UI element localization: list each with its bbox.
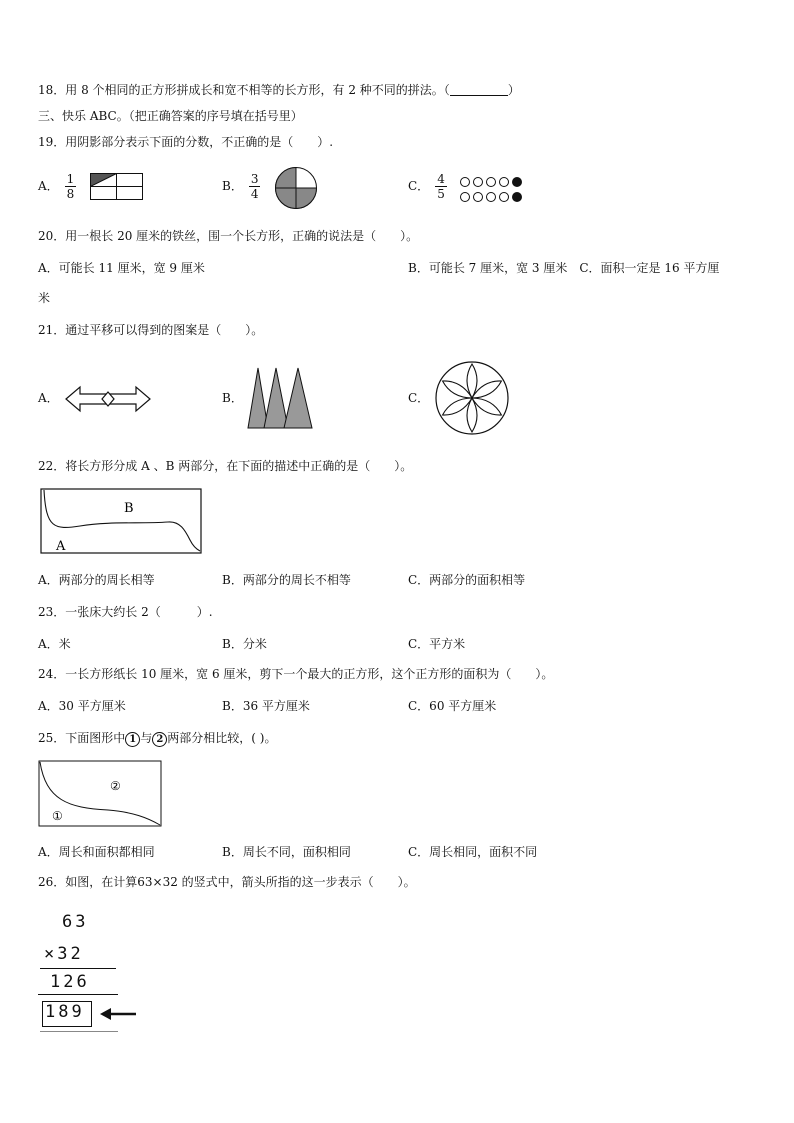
q20-text: 20．用一根长 20 厘米的铁丝，围一个长方形，正确的说法是（ ）。 [38, 229, 419, 243]
q25-circle-2: 2 [152, 732, 167, 747]
q22-option-c[interactable]: C．两部分的面积相等 [408, 573, 526, 587]
q25-option-a[interactable]: A．周长和面积都相同 [38, 845, 155, 859]
q19-b-shaded-top-left [276, 168, 297, 189]
q19-option-a-fraction: $\frac{1}{8}$ [66, 172, 75, 201]
q18-close: ） [507, 83, 520, 97]
q19-option-a[interactable] [38, 172, 76, 201]
q20-option-c-continuation: 米 [38, 291, 51, 305]
q25-label-1: ① [52, 809, 63, 823]
q21-option-c[interactable]: C． [408, 391, 430, 405]
q22-text: 22．将长方形分成 A 、B 两部分，在下面的描述中正确的是（ ）。 [38, 459, 413, 473]
q25-option-c[interactable]: C．周长相同，面积不同 [408, 845, 538, 859]
q21-option-b[interactable]: B． [222, 391, 243, 405]
q24-option-c[interactable]: C．60 平方厘米 [408, 699, 497, 713]
q21-option-a[interactable]: A． [38, 391, 59, 405]
q18-line [38, 82, 520, 98]
q26-rule-1 [40, 968, 116, 969]
q26-multiplicand: 63 [62, 912, 89, 932]
q19-text: 19．用阴影部分表示下面的分数，不正确的是（ ）. [38, 135, 334, 149]
q19-option-b-label: B． [222, 179, 243, 193]
q26-partial-product-1: 126 [50, 972, 90, 992]
q24-text: 24．一长方形纸长 10 厘米，宽 6 厘米，剪下一个最大的正方形，这个正方形的面积为（ ）。 [38, 667, 554, 681]
q25-figure-rectangle [38, 760, 162, 828]
q19-figure-c [458, 174, 536, 204]
q22-figure-rectangle [40, 488, 204, 556]
q19-option-a-label: A． [38, 179, 59, 193]
q19-option-c-fraction: $\frac{4}{5}$ [437, 172, 445, 201]
q23-option-b[interactable]: B．分米 [222, 637, 267, 651]
q25-label-2: ② [110, 779, 121, 793]
q26-multiplier: ×32 [44, 944, 84, 964]
q19-figure-a [90, 173, 144, 201]
arrow-left-icon [98, 1006, 138, 1022]
q19-a-shaded [91, 174, 117, 187]
q24-option-a[interactable]: A．30 平方厘米 [38, 699, 126, 713]
q21-figure-b-triangles [246, 366, 316, 430]
q22-label-a: A [56, 539, 66, 554]
q19-b-shaded-bottom-right [296, 188, 317, 209]
q26-text: 26．如图，在计算63×32 的竖式中，箭头所指的这一步表示（ ）。 [38, 875, 416, 889]
q20-option-a[interactable]: A．可能长 11 厘米，宽 9 厘米 [38, 261, 205, 275]
q20-option-b-c[interactable]: B．可能长 7 厘米，宽 3 厘米 C．面积一定是 16 平方厘 [408, 261, 720, 275]
q24-option-b[interactable]: B．36 平方厘米 [222, 699, 310, 713]
q23-option-c[interactable]: C．平方米 [408, 637, 466, 651]
q25-text: 25．下面图形中 1 与 2 两部分相比较，( )。 [38, 731, 277, 745]
q22-option-b[interactable]: B．两部分的周长不相等 [222, 573, 351, 587]
q18-text: 18．用 8 个相同的正方形拼成长和宽不相等的长方形，有 2 种不同的拼法。（ [38, 83, 450, 97]
q26-rule-3 [40, 1031, 118, 1032]
q19-figure-b [274, 166, 318, 210]
q19-option-c[interactable] [408, 172, 447, 201]
q26-rule-2 [38, 994, 118, 995]
q21-figure-c-flower [434, 360, 510, 436]
q26-partial-product-2: 189 [45, 1002, 85, 1022]
q22-label-b: B [124, 501, 134, 516]
section-3-heading: 三、快乐 ABC。（把正确答案的序号填在括号里） [38, 109, 303, 123]
q18-answer-blank[interactable] [450, 83, 508, 96]
q19-b-shaded-bottom-left [276, 188, 297, 209]
q23-text: 23．一张床大约长 2（ ）. [38, 605, 213, 619]
q19-option-b[interactable] [222, 172, 260, 201]
q26-vertical-multiplication [36, 906, 156, 1038]
q25-circle-1: 1 [125, 732, 140, 747]
q19-option-b-fraction: $\frac{3}{4}$ [250, 172, 259, 201]
q19-option-c-label: C． [408, 179, 430, 193]
q21-figure-a-arrows [64, 384, 152, 414]
q22-option-a[interactable]: A．两部分的周长相等 [38, 573, 155, 587]
q23-option-a[interactable]: A．米 [38, 637, 71, 651]
q21-text: 21．通过平移可以得到的图案是（ ）。 [38, 323, 264, 337]
q25-option-b[interactable]: B．周长不同，面积相同 [222, 845, 351, 859]
